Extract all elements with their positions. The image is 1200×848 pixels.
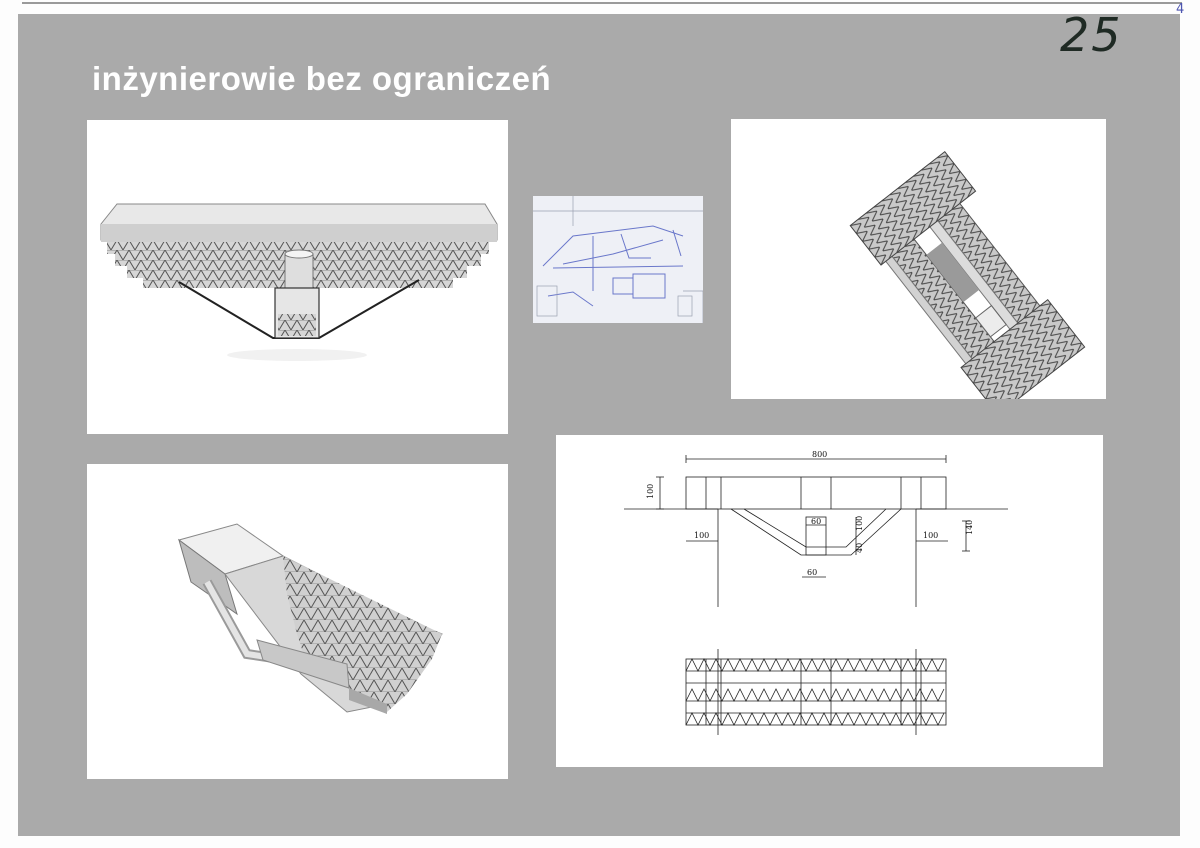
dim-left-offset: 100 [694,531,710,540]
render-aerial-view [731,119,1106,399]
dim-right-offset: 100 [923,531,939,540]
dim-deck-height: 100 [646,483,655,499]
scan-edge-line [22,2,1182,4]
board-title: inżynierowie bez ograniczeń [92,60,552,97]
dim-side-height: 140 [965,519,974,535]
sketch-photo [533,196,703,323]
plan-view [686,649,946,735]
elevation-view [624,455,1008,607]
render-perspective-view [87,464,508,779]
dim-core-width-bottom: 60 [807,568,818,577]
dim-span: 800 [812,450,828,459]
sheet-number: 25 [1060,8,1123,62]
render-front-view [87,120,508,434]
dim-core-depth: 40 [855,542,864,553]
dim-core-height: 100 [855,515,864,531]
dim-core-width: 60 [811,517,822,526]
corner-mark: 4 [1176,2,1185,17]
technical-drawing [556,435,1103,767]
